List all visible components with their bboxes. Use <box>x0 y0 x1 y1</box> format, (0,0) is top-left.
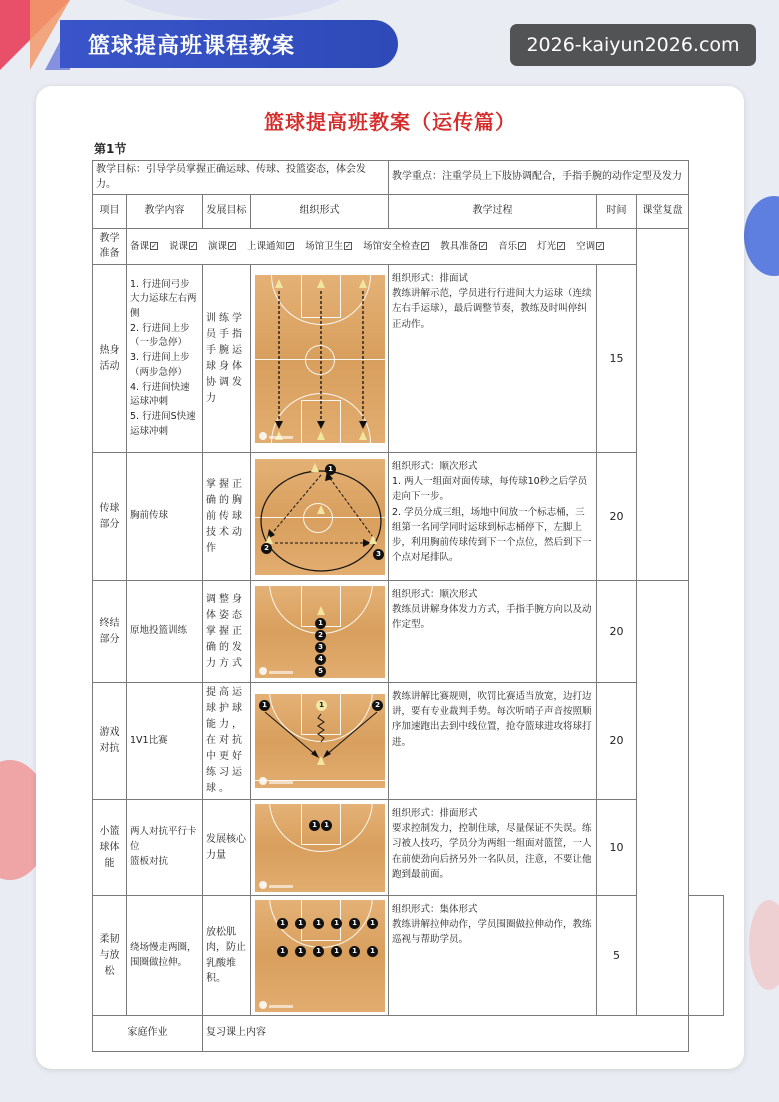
player-marker: 1 <box>313 946 324 957</box>
passing-path-lines <box>255 459 386 576</box>
list-item: 原地投篮训练 <box>130 625 188 637</box>
prep-check-item <box>305 240 352 254</box>
homework-label: 家庭作业 <box>93 1016 203 1052</box>
player-marker: 1 <box>367 946 378 957</box>
player-marker: 1 <box>349 918 360 929</box>
table-row <box>93 581 724 683</box>
player-marker: 2 <box>315 630 326 641</box>
stretch-court-diagram <box>254 899 386 1013</box>
row-time: 20 <box>597 581 637 683</box>
checkbox-icon: ✓ <box>558 242 565 251</box>
teaching-focus: 教学重点：注重学员上下肢协调配合，手指手腕的动作定型及发力 <box>389 161 689 195</box>
player-marker: 1 <box>295 918 306 929</box>
prep-check-item <box>169 240 197 254</box>
prep-check-item <box>576 240 604 254</box>
prep-check-item <box>363 240 429 254</box>
court-diagram-cell <box>251 683 389 800</box>
checkbox-icon: ✓ <box>190 242 196 251</box>
warmup-court-diagram <box>254 274 386 444</box>
player-marker: 1 <box>277 918 288 929</box>
row-time: 20 <box>597 683 637 800</box>
homework-row <box>93 1016 724 1052</box>
prep-checklist <box>130 240 633 254</box>
header-item: 项目 <box>93 195 127 229</box>
row-time: 10 <box>597 800 637 896</box>
decor-shape <box>744 196 779 276</box>
table-row <box>93 800 724 896</box>
watermark-badge <box>510 24 756 66</box>
list-item: 篮板对抗 <box>130 855 169 867</box>
list-item: 5. 行进间S快速运球冲刺 <box>130 411 196 437</box>
player-marker: 1 <box>367 918 378 929</box>
row-process: 组织形式：排面试 教练讲解示范，学员进行行进间大力运球（连续左右手运球），最后调整节奏，教练及时叫停纠正动作。 <box>389 265 597 453</box>
header-org: 组织形式 <box>251 195 389 229</box>
row-item: 热身活动 <box>93 265 127 453</box>
row-process: 组织形式：顺次形式 1. 两人一组面对面传球，每传球10秒之后学员走向下一步。 2. 学员分成三组，场地中间放一个标志桶，三组第一名同学同时运球到标志桶停下，左脚上步，利用胸前传球传到下一个点位，然后到下一个点对尾排队。 <box>389 453 597 581</box>
table-row <box>93 683 724 800</box>
list-item: 1V1比赛 <box>130 734 168 746</box>
row-content <box>127 896 203 1016</box>
court-diagram-cell <box>251 581 389 683</box>
player-marker: 1 <box>331 918 342 929</box>
player-marker: 2 <box>372 700 383 711</box>
player-marker: 1 <box>277 946 288 957</box>
checkbox-icon: ✓ <box>151 242 157 251</box>
player-marker: 1 <box>349 946 360 957</box>
player-marker: 1 <box>331 946 342 957</box>
prep-check-label: 说课 <box>169 240 189 252</box>
row-goal: 调整身体姿态掌握正确的发力方式 <box>203 581 251 683</box>
page-banner <box>60 20 398 68</box>
player-marker: 1 <box>325 464 336 475</box>
row-process: 教练讲解比赛规则，吹罚比赛适当放宽，边打边讲，要有专业裁判手势。每次听哨子声音按照顺序加速跑出去到中线位置，抢夺篮球进攻将球打进。 <box>389 683 597 800</box>
player-marker: 1 <box>295 946 306 957</box>
prep-check-label: 教具准备 <box>440 240 479 252</box>
header-review: 课堂复盘 <box>637 195 689 229</box>
row-item: 终结部分 <box>93 581 127 683</box>
decor-shape <box>102 0 362 20</box>
player-marker: 2 <box>261 543 272 554</box>
row-content <box>127 683 203 800</box>
player-marker: 1 <box>321 820 332 831</box>
prep-check-item <box>130 240 158 254</box>
header-dev-goal: 发展目标 <box>203 195 251 229</box>
row-time: 20 <box>597 453 637 581</box>
teaching-goal: 教学目标：引导学员掌握正确运球、传球、投篮姿态，体会发力。 <box>93 161 389 195</box>
list-item: 2. 行进间上步（一步急停） <box>130 322 190 349</box>
document-title: 篮球提高班教案（运传篇） <box>264 110 516 134</box>
player-marker: 3 <box>315 642 326 653</box>
list-item: 两人对抗平行卡位 <box>130 826 197 853</box>
shooting-court-diagram <box>254 585 386 679</box>
prep-check-item <box>498 240 526 254</box>
checkbox-icon: ✓ <box>480 242 487 251</box>
goal-row <box>93 161 724 195</box>
fitness-court-diagram <box>254 803 386 893</box>
prep-check-label: 演课 <box>208 240 228 252</box>
header-row <box>93 195 724 229</box>
review-cell <box>637 229 689 581</box>
header-time: 时间 <box>597 195 637 229</box>
row-time: 15 <box>597 265 637 453</box>
list-item: 1. 行进间弓步大力运球左右两侧 <box>130 278 197 319</box>
court-diagram-cell <box>251 800 389 896</box>
game-court-diagram <box>254 693 386 789</box>
review-cell <box>637 581 689 1016</box>
checkbox-icon: ✓ <box>519 242 526 251</box>
banner-title: 篮球提高班课程教案 <box>88 33 296 59</box>
prep-items-cell <box>127 229 637 265</box>
prep-check-label: 场馆卫生 <box>305 240 344 252</box>
prep-check-label: 音乐 <box>498 240 518 252</box>
player-marker: 1 <box>259 700 270 711</box>
court-diagram-cell <box>251 453 389 581</box>
row-time: 5 <box>597 896 637 1016</box>
section-label: 第1节 <box>94 142 127 156</box>
row-item: 游戏对抗 <box>93 683 127 800</box>
row-item: 小篮球体能 <box>93 800 127 896</box>
prep-check-label: 上课通知 <box>247 240 286 252</box>
lesson-plan-table <box>92 160 724 1052</box>
row-content <box>127 581 203 683</box>
row-content <box>127 800 203 896</box>
homework-content: 复习课上内容 <box>203 1016 689 1052</box>
player-marker: 3 <box>373 549 384 560</box>
dribble-path-lines <box>255 275 386 444</box>
court-diagram-cell <box>251 896 389 1016</box>
row-process: 组织形式：顺次形式 教练员讲解身体发力方式，手指手腕方向以及动作定型。 <box>389 581 597 683</box>
row-process: 组织形式：集体形式 教练讲解拉伸动作，学员围圈做拉伸动作，教练巡视与帮助学员。 <box>389 896 597 1016</box>
passing-court-diagram <box>254 458 386 576</box>
row-process: 组织形式：排面形式 要求控制发力，控制住球，尽量保证不失误。练习被人技巧，学员分为两组一组面对篮筐，一人在前使劲向后挤另外一名队员，注意，不要让他跑到最前面。 <box>389 800 597 896</box>
prep-check-item <box>208 240 236 254</box>
prep-check-label: 备课 <box>130 240 150 252</box>
prep-check-label: 灯光 <box>537 240 557 252</box>
header-content: 教学内容 <box>127 195 203 229</box>
prep-check-item <box>440 240 487 254</box>
watermark-text: 2026-kaiyun2026.com <box>526 34 740 56</box>
table-row <box>93 265 724 453</box>
player-marker: 1 <box>315 618 326 629</box>
player-marker: 1 <box>309 820 320 831</box>
player-marker: 1 <box>316 700 327 711</box>
checkbox-icon: ✓ <box>422 242 429 251</box>
prep-check-label: 场馆安全检查 <box>363 240 421 252</box>
player-marker: 5 <box>315 666 326 677</box>
row-goal: 发展核心力量 <box>203 800 251 896</box>
review-cell <box>689 896 724 1016</box>
document-card <box>36 86 744 1069</box>
row-goal: 放松肌肉，防止乳酸堆积。 <box>203 896 251 1016</box>
row-goal: 掌握正确的胸前传球技术动作 <box>203 453 251 581</box>
row-content <box>127 453 203 581</box>
row-goal: 训练学员手指手腕运球身体协调发力 <box>203 265 251 453</box>
decor-shape <box>749 900 779 990</box>
table-row <box>93 453 724 581</box>
table-row <box>93 896 724 1016</box>
row-content <box>127 265 203 453</box>
list-item: 3. 行进间上步（两步急停） <box>130 352 190 378</box>
player-marker: 4 <box>315 654 326 665</box>
player-marker: 1 <box>313 918 324 929</box>
checkbox-icon: ✓ <box>597 242 604 251</box>
list-item: 胸前传球 <box>130 510 169 522</box>
list-item: 4. 行进间快速运球冲刺 <box>130 381 190 408</box>
prep-check-label: 空调 <box>576 240 596 252</box>
court-diagram-cell <box>251 265 389 453</box>
checkbox-icon: ✓ <box>287 242 293 251</box>
header-process: 教学过程 <box>389 195 597 229</box>
prep-row <box>93 229 724 265</box>
row-goal: 提高运球护球能力，在对抗中更好练习运球。 <box>203 683 251 800</box>
list-item: 绕场慢走两圈，围圈做拉伸。 <box>130 941 197 968</box>
row-item: 传球部分 <box>93 453 127 581</box>
checkbox-icon: ✓ <box>229 242 235 251</box>
checkbox-icon: ✓ <box>345 242 352 251</box>
prep-check-item <box>537 240 565 254</box>
row-item: 柔韧与放松 <box>93 896 127 1016</box>
prep-label: 教学准备 <box>93 229 127 265</box>
prep-check-item <box>247 240 294 254</box>
